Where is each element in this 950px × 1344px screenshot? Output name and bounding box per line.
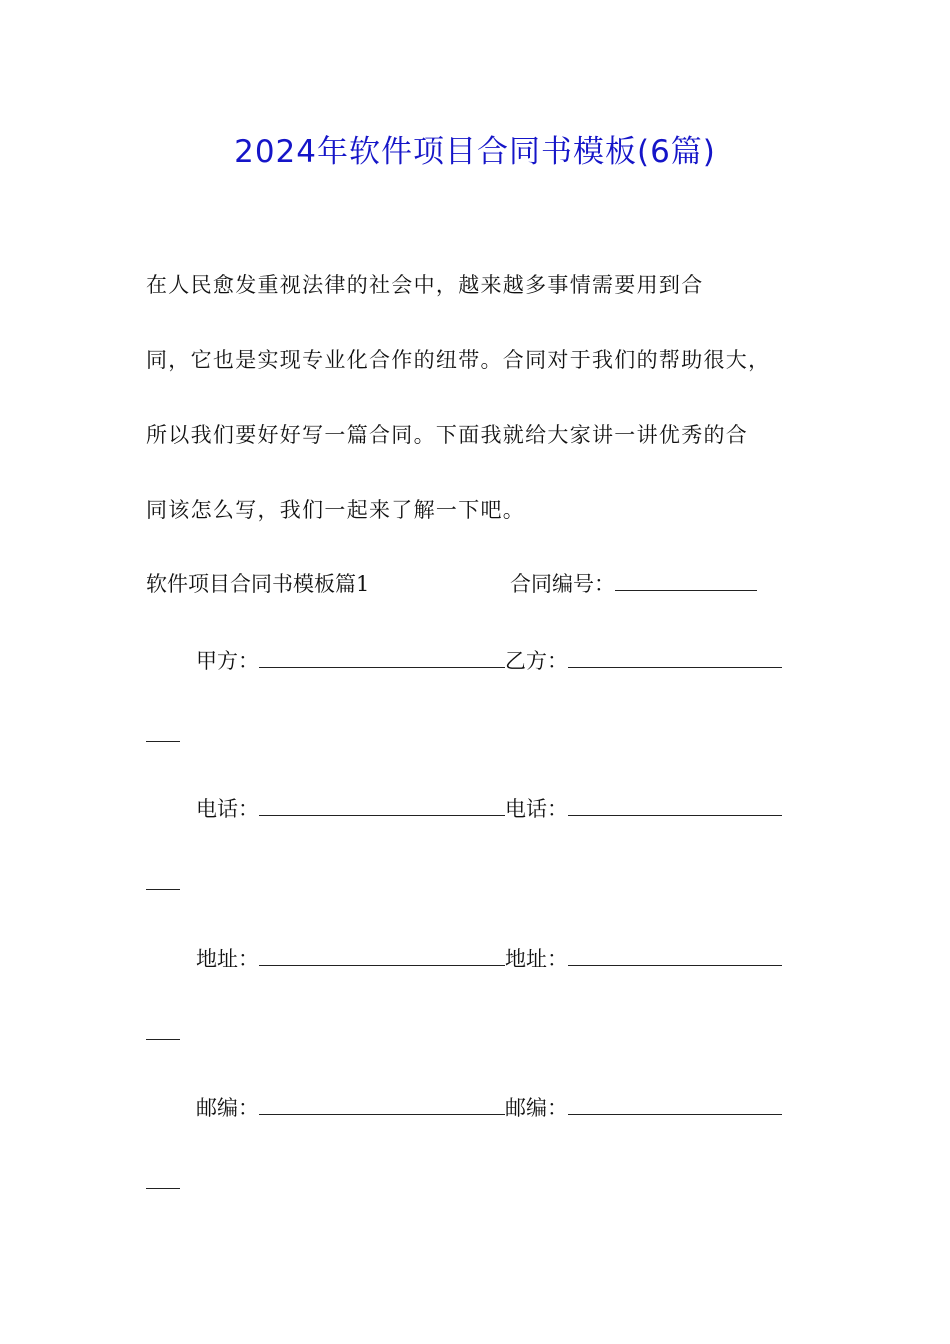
intro-line: 同该怎么写，我们一起来了解一下吧。 <box>146 498 526 522</box>
blank-continuation-line <box>146 741 180 742</box>
intro-line: 同，它也是实现专业化合作的纽带。合同对于我们的帮助很大， <box>146 348 771 372</box>
party-a-name-blank[interactable] <box>259 645 505 668</box>
party-a-postcode-blank[interactable] <box>259 1092 505 1115</box>
party-a-phone-blank[interactable] <box>259 793 505 816</box>
section-heading: 软件项目合同书模板篇1 <box>146 572 370 596</box>
party-a-phone-label: 电话： <box>196 797 259 821</box>
party-row-name <box>196 645 782 676</box>
party-b-phone-label: 电话： <box>505 797 568 821</box>
party-b-name-blank[interactable] <box>568 645 782 668</box>
party-b-phone-blank[interactable] <box>568 793 782 816</box>
party-row-postcode <box>196 1092 782 1123</box>
party-b-postcode-label: 邮编： <box>505 1096 568 1120</box>
party-a-address-label: 地址： <box>196 947 259 971</box>
party-b-name-label: 乙方： <box>505 649 568 673</box>
party-a-address-blank[interactable] <box>259 943 505 966</box>
contract-number-label: 合同编号： <box>510 572 615 596</box>
page-title: 2024年软件项目合同书模板(6篇) <box>234 134 716 170</box>
contract-number-blank[interactable] <box>615 568 757 591</box>
section-header <box>146 568 757 599</box>
party-row-phone <box>196 793 782 824</box>
intro-line: 在人民愈发重视法律的社会中，越来越多事情需要用到合 <box>146 273 704 297</box>
party-b-address-label: 地址： <box>505 947 568 971</box>
party-row-address <box>196 943 782 974</box>
party-b-address-blank[interactable] <box>568 943 782 966</box>
party-b-postcode-blank[interactable] <box>568 1092 782 1115</box>
intro-line: 所以我们要好好写一篇合同。下面我就给大家讲一讲优秀的合 <box>146 423 749 447</box>
party-a-name-label: 甲方： <box>196 649 259 673</box>
blank-continuation-line <box>146 1188 180 1189</box>
blank-continuation-line <box>146 889 180 890</box>
blank-continuation-line <box>146 1039 180 1040</box>
party-a-postcode-label: 邮编： <box>196 1096 259 1120</box>
